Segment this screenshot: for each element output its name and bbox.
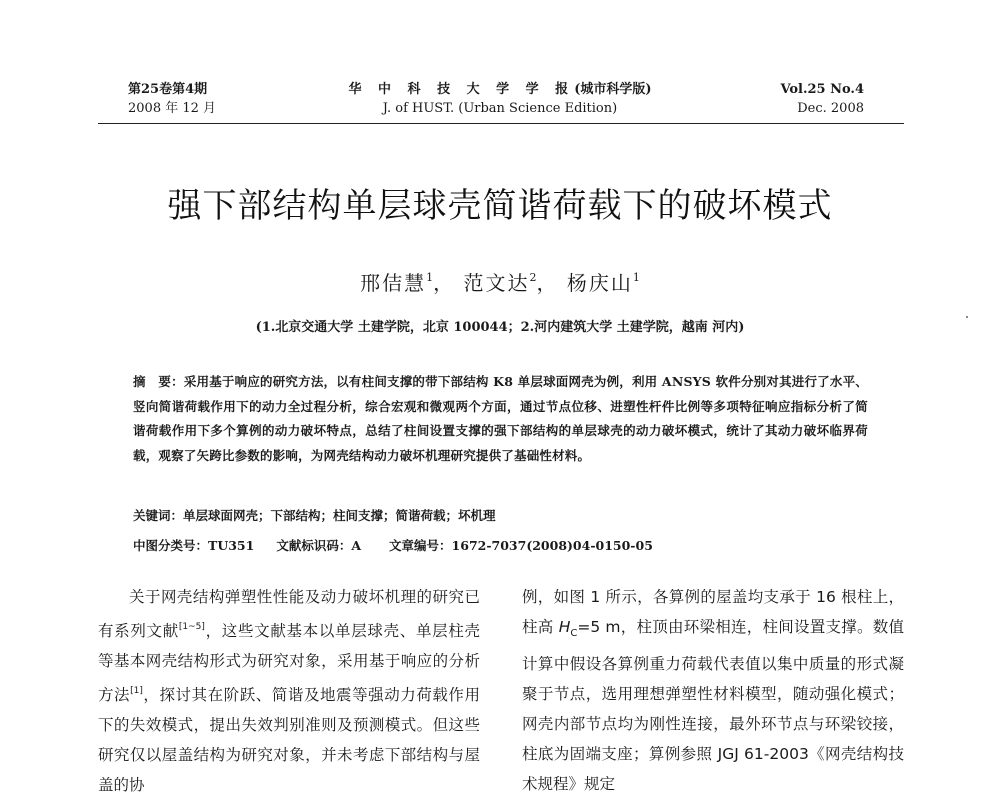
body-text: ，这些文献基本以单层球壳、单层柱壳等基本网壳结构形式为研究对象，采用基于响应的分析方法 bbox=[98, 622, 480, 704]
header-volume-en: Vol.25 No.4 bbox=[780, 82, 864, 97]
header-date-cn: 2008 年 12 月 bbox=[128, 101, 217, 116]
keywords-label: 关键词： bbox=[133, 508, 184, 523]
author-name: 邢佶慧 bbox=[360, 271, 427, 295]
paper-title: 强下部结构单层球壳简谐荷载下的破坏模式 bbox=[167, 186, 833, 226]
author-name: 范文达 bbox=[463, 271, 530, 295]
author-name: 杨庆山 bbox=[566, 271, 633, 295]
author-separator: ， bbox=[536, 271, 559, 295]
doc-code-label: 文献标识码： bbox=[276, 538, 352, 553]
body-column-right bbox=[522, 582, 904, 799]
journal-name-en: J. of HUST. (Urban Science Edition) bbox=[382, 101, 618, 116]
body-text: =5 m，柱顶由环梁相连，柱间设置支撑。数值计算中假设各算例重力荷载代表值以集中质量的形式凝聚于节点，选用理想弹塑性材料模型，随动强化模式；网壳内部节点均为刚性连接，最外环节点与环梁铰接，柱底为固端支座；算例参照 JGJ 61-2003《网壳结构技术规程》规定 bbox=[522, 618, 904, 794]
abstract bbox=[133, 370, 868, 468]
journal-name-cn-main: 华 中 科 技 大 学 学 报 bbox=[348, 82, 575, 97]
citation: [1] bbox=[130, 686, 143, 696]
article-no-value: 1672-7037(2008)04-0150-05 bbox=[451, 538, 653, 553]
header-rule bbox=[98, 123, 904, 124]
variable-h: H bbox=[558, 618, 571, 636]
author-affil-mark: 1 bbox=[426, 271, 434, 284]
variable-subscript: C bbox=[570, 628, 578, 640]
body-text: 例，如图 1 所示，各算例的屋盖均支承于 16 根柱上，柱高 bbox=[522, 588, 904, 636]
affiliation: (1.北京交通大学 土建学院，北京 100044；2.河内建筑大学 土建学院，越南 河内) bbox=[255, 320, 745, 335]
body-text: 关于网壳结构弹塑性性能及动力破坏机理的研究已有系列文献 bbox=[98, 588, 480, 640]
author-separator: ， bbox=[433, 271, 456, 295]
scan-speck bbox=[966, 316, 968, 318]
journal-name-cn-sub: (城市科学版) bbox=[574, 82, 652, 97]
body-paragraph bbox=[98, 582, 480, 800]
article-no-label: 文章编号： bbox=[389, 538, 452, 553]
author-affil-mark: 2 bbox=[529, 271, 537, 284]
header-date-en: Dec. 2008 bbox=[797, 101, 864, 116]
body-text: ，探讨其在阶跃、简谐及地震等强动力荷载作用下的失效模式，提出失效判别准则及预测模式。但这些研究仅以屋盖结构为研究对象，并未考虑下部结构与屋盖的协 bbox=[98, 686, 480, 794]
author-affil-mark: 1 bbox=[632, 271, 640, 284]
keywords bbox=[133, 506, 496, 524]
classification-line bbox=[133, 536, 653, 554]
citation: [1~5] bbox=[178, 622, 205, 632]
header-volume-cn: 第25卷第4期 bbox=[128, 82, 208, 97]
keywords-text: 单层球面网壳；下部结构；柱间支撑；简谐荷载；坏机理 bbox=[183, 508, 496, 523]
header-right bbox=[780, 80, 864, 118]
clc-value: TU351 bbox=[208, 538, 255, 553]
abstract-label: 摘 要： bbox=[133, 374, 184, 389]
body-paragraph bbox=[522, 582, 904, 799]
clc-label: 中图分类号： bbox=[133, 538, 209, 553]
author-list bbox=[0, 267, 1000, 296]
doc-code-value: A bbox=[351, 538, 362, 553]
abstract-text: 采用基于响应的研究方法，以有柱间支撑的带下部结构 K8 单层球面网壳为例，利用 ANSYS 软件分别对其进行了水平、竖向简谐荷载作用下的动力全过程分析，综合宏观和微观两个方面，通过节点位移、进塑性杆件比例等多项特征响应指标分析了简谐荷载作用下多个算例的动力破坏特点，总结了柱间设置支撑的强下部结构的单层球壳的动力破坏模式，统计了其动力破坏临界荷载，观察了矢跨比参数的影响，为网壳结构动力破坏机理研究提供了基础性材料。 bbox=[133, 374, 868, 463]
body-column-left bbox=[98, 582, 480, 800]
